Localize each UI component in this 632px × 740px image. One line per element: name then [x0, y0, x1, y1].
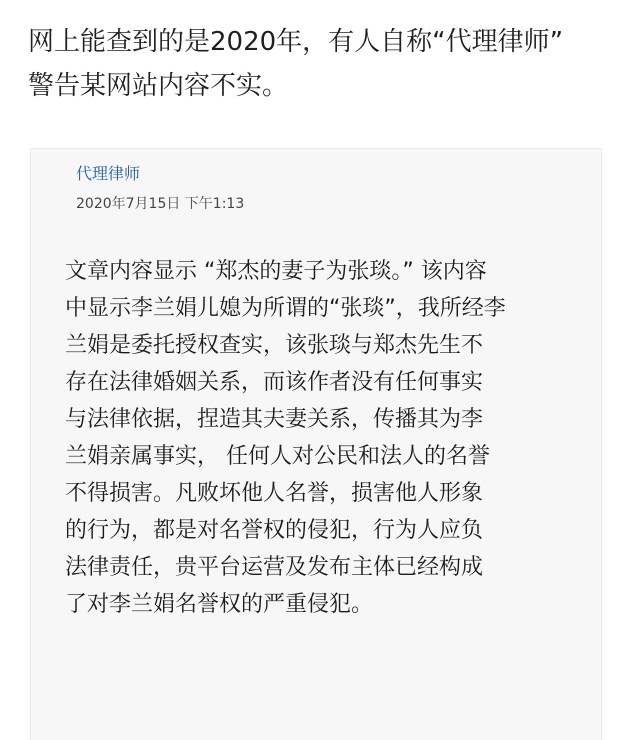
- post-body-line: 的行为，都是对名誉权的侵犯，行为人应负: [65, 518, 484, 543]
- post-body-line: 兰娟是委托授权查实，该张琰与郑杰先生不: [65, 333, 484, 358]
- quoted-post-card: [30, 148, 602, 740]
- post-body-line: 与法律依据，捏造其夫妻关系，传播其为李: [65, 407, 484, 432]
- post-body-line: 兰娟亲属事实， 任何人对公民和法人的名誉: [65, 444, 490, 469]
- intro-text: [28, 20, 618, 108]
- post-body-line: 存在法律婚姻关系，而该作者没有任何事实: [65, 370, 484, 395]
- intro-line-2: 警告某网站内容不实。: [28, 71, 289, 101]
- intro-line-1: 网上能查到的是2020年，有人自称“代理律师”: [28, 27, 564, 57]
- post-body-line: 不得损害。凡败坏他人名誉，损害他人形象: [65, 481, 484, 506]
- post-timestamp: 2020年7月15日 下午1:13: [76, 196, 245, 212]
- post-body-line: 法律责任，贵平台运营及发布主体已经构成: [65, 555, 484, 580]
- post-body-line: 了对李兰娟名誉权的严重侵犯。: [65, 592, 374, 617]
- post-body-line: 中显示李兰娟儿媳为所谓的“张琰”，我所经李: [65, 296, 506, 321]
- post-body-line: 文章内容显示 “郑杰的妻子为张琰。” 该内容: [65, 259, 487, 284]
- post-body: [65, 253, 575, 623]
- post-author[interactable]: 代理律师: [76, 164, 141, 183]
